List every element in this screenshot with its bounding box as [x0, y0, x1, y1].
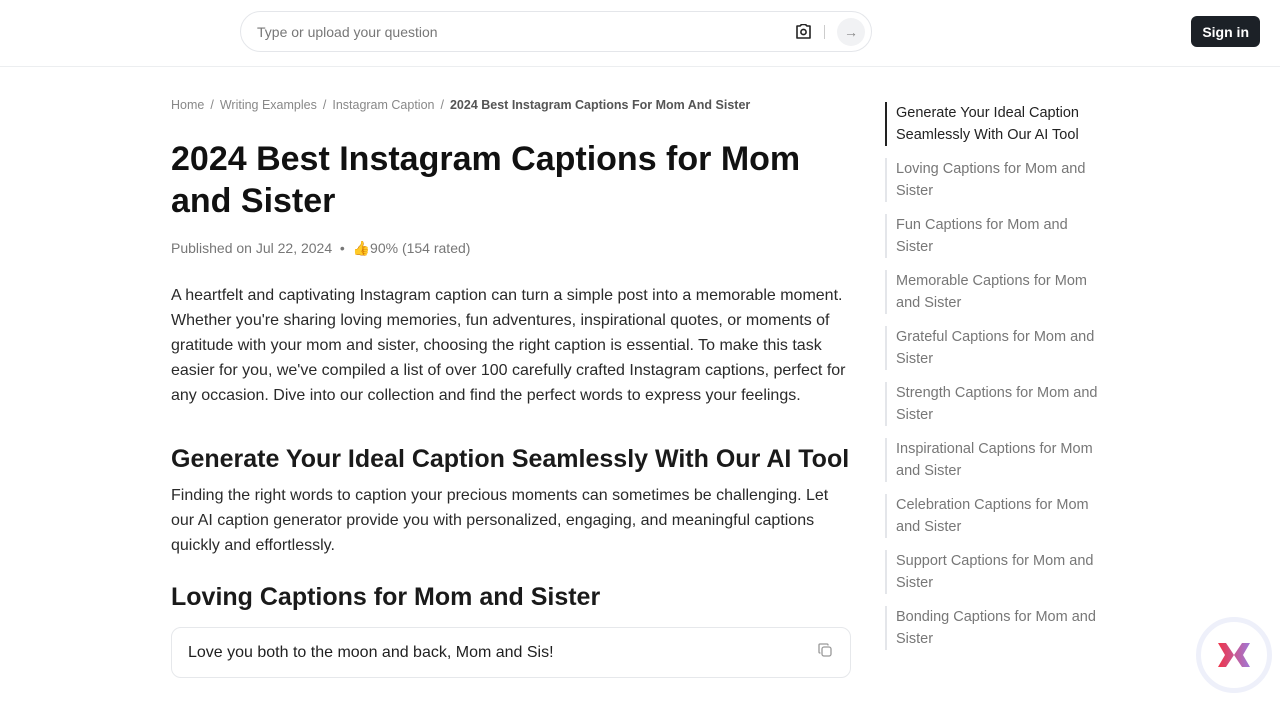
intro-paragraph: A heartfelt and captivating Instagram caption can turn a simple post into a memorable moment. Whether you're sharing loving memories, fun adventures, inspirational quotes, or moments of gratitude with your mom and sister, choosing the right caption is essential. To make this task easier for you, we've compiled a list of over 100 carefully crafted Instagram captions, perfect for any occasion. Dive into our collection and find the perfect words to express your feelings.: [171, 287, 846, 404]
submit-arrow-icon[interactable]: →: [837, 18, 865, 46]
search-input[interactable]: [257, 24, 794, 40]
search-bar: [240, 11, 872, 52]
header: [0, 0, 1280, 67]
toc-item[interactable]: Celebration Captions for Mom and Sister: [885, 494, 1105, 538]
article-meta: Published on Jul 22, 2024 • 👍90% (154 rated): [171, 240, 471, 256]
breadcrumb-writing-examples[interactable]: Writing Examples: [219, 98, 317, 112]
section-paragraph: Finding the right words to caption your precious moments can sometimes be challenging. Let our AI caption generator provide you with personalized, engaging, and meaningful captions quickly and effortlessly.: [171, 487, 829, 554]
published-date: Published on Jul 22, 2024: [171, 240, 333, 256]
caption-card: [171, 627, 851, 678]
sign-in-button[interactable]: Sign in: [1191, 16, 1260, 47]
toc-item[interactable]: Bonding Captions for Mom and Sister: [885, 606, 1105, 650]
breadcrumb-instagram-caption[interactable]: Instagram Caption: [332, 98, 435, 112]
toc-item[interactable]: Fun Captions for Mom and Sister: [885, 214, 1105, 258]
rating: 90% (154 rated): [370, 240, 471, 256]
assistant-button[interactable]: [1196, 617, 1272, 693]
camera-icon[interactable]: [794, 23, 812, 41]
breadcrumb-current: 2024 Best Instagram Captions For Mom And Sister: [449, 98, 751, 112]
toc-item[interactable]: Inspirational Captions for Mom and Sister: [885, 438, 1105, 482]
breadcrumb: [171, 98, 851, 112]
caption-text: Love you both to the moon and back, Mom and Sis!: [188, 643, 554, 661]
breadcrumb-home[interactable]: Home: [171, 98, 205, 112]
toc-item[interactable]: Generate Your Ideal Caption Seamlessly With Our AI Tool: [885, 102, 1105, 146]
divider: [824, 25, 825, 39]
toc-item[interactable]: Memorable Captions for Mom and Sister: [885, 270, 1105, 314]
thumbs-up-icon: 👍: [352, 240, 371, 256]
article: [171, 98, 851, 678]
breadcrumb-sep: /: [440, 98, 444, 112]
section-heading-ai-tool: Generate Your Ideal Caption Seamlessly With Our AI Tool: [171, 445, 850, 473]
copy-icon[interactable]: [818, 643, 832, 662]
breadcrumb-sep: /: [210, 98, 214, 112]
toc-item[interactable]: Support Captions for Mom and Sister: [885, 550, 1105, 594]
assistant-logo-icon: [1218, 643, 1250, 667]
toc-item[interactable]: Strength Captions for Mom and Sister: [885, 382, 1105, 426]
table-of-contents: [885, 102, 1105, 662]
breadcrumb-sep: /: [322, 98, 327, 112]
section-heading-loving: Loving Captions for Mom and Sister: [171, 583, 601, 611]
page-title: 2024 Best Instagram Captions for Mom and Sister: [171, 140, 801, 220]
toc-item[interactable]: Grateful Captions for Mom and Sister: [885, 326, 1105, 370]
toc-item[interactable]: Loving Captions for Mom and Sister: [885, 158, 1105, 202]
